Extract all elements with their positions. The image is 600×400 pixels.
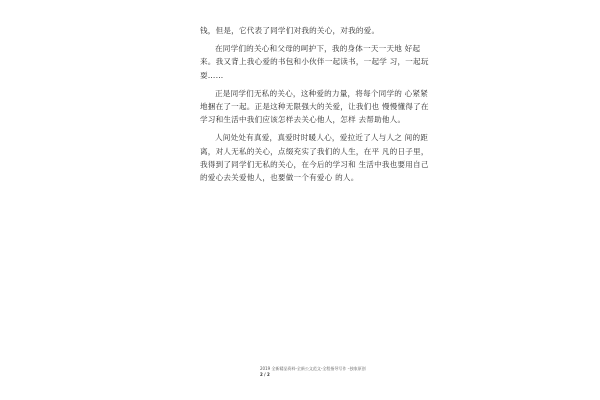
paragraph-line: 地捆在了一起。正是这种无限强大的关爱，让我们也 慢慢懂得了在 <box>200 102 429 112</box>
paragraph-line: 钱，但是，它代表了同学们对我的关心，对我的爱。 <box>200 26 380 35</box>
paragraph-line: 我得到了同学们无私的关心，在今后的学习和 生活中我也要用自己 <box>200 159 429 169</box>
page-number: 2 / 2 <box>260 372 270 377</box>
paragraph-line: 的爱心去关爱他人，也要做一个有爱心 的人。 <box>200 173 359 183</box>
paragraph-line: 来。我又背上我心爱的书包和小伙伴一起读书，一起学 习，一起玩 <box>200 57 429 67</box>
document-body <box>200 24 429 189</box>
paragraph-3 <box>200 87 429 127</box>
paragraph-line: 耍…… <box>200 70 224 80</box>
paragraph-line: 在同学们的关心和父母的呵护下，我的身体一天一天地 好起 <box>215 44 421 54</box>
paragraph-line: 人间处处有真爱，真爱时时暖人心，爱拉近了人与人之 间的距 <box>215 133 429 143</box>
footer-source-line: 2019 全新精品资料-全新公文范文-全程指导写作 –独家原创 <box>260 366 366 371</box>
paragraph-line: 正是同学们无私的关心，这种爱的力量，将每个同学的 心紧紧 <box>215 88 429 98</box>
paragraph-1 <box>200 24 410 37</box>
paragraph-line: 学习和生活中我们应该怎样去关心他人，怎样 去帮助他人。 <box>200 115 406 125</box>
paragraph-line: 离，对人无私的关心，点缀充实了我们的人生，在平 凡的日子里， <box>200 146 429 156</box>
page-footer <box>260 366 420 378</box>
paragraph-4 <box>200 131 429 184</box>
paragraph-2 <box>200 42 429 82</box>
